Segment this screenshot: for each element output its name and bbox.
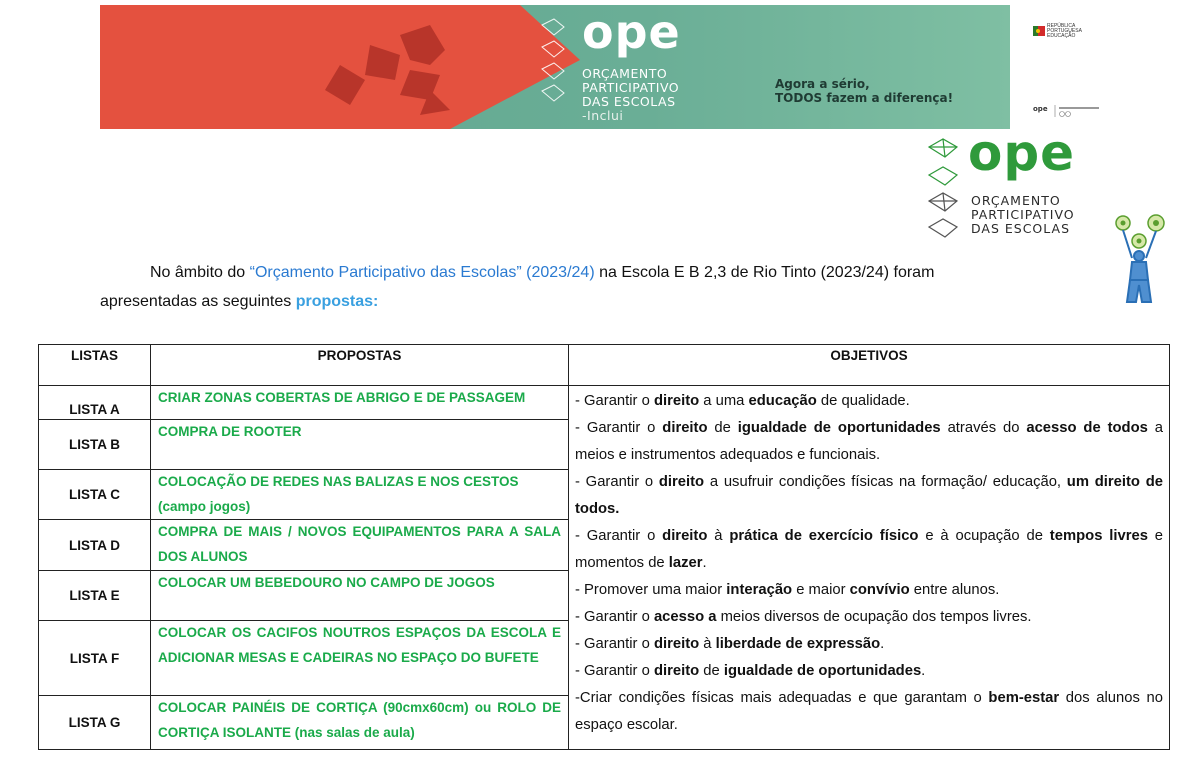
objetivo-emphasis: direito [662, 420, 708, 436]
ope-logo-subtitle [971, 194, 1075, 236]
objetivo-text: de [699, 663, 724, 679]
objetivo-emphasis: educação [748, 393, 817, 409]
proposta-note: (campo jogos) [158, 498, 251, 514]
banner-inclui: -Inclui [582, 108, 624, 123]
objetivo-item [575, 604, 1163, 631]
objetivos-list [575, 388, 1163, 739]
objetivo-text: - Promover uma maior [575, 582, 727, 598]
partner-logos-icon [1033, 104, 1103, 118]
objetivo-emphasis: interação [726, 582, 793, 598]
intro-text: No âmbito do [150, 264, 250, 281]
objetivo-emphasis: prática de exercício físico [729, 528, 919, 544]
objetivo-text: meios diversos de ocupação dos tempos livres. [716, 609, 1032, 625]
objetivo-emphasis: direito [662, 528, 708, 544]
objetivo-text: . [880, 636, 885, 652]
lista-cell: LISTA D [39, 520, 151, 571]
proposta-cell: COMPRA DE ROOTER [151, 420, 569, 470]
objetivo-text: a usufruir condições físicas na formação/ educação, [704, 474, 1067, 490]
header-banner [100, 5, 1010, 129]
objetivo-emphasis: direito [653, 636, 700, 652]
lista-cell: LISTA E [39, 571, 151, 621]
objetivo-emphasis: direito [658, 474, 705, 490]
lista-cell: LISTA F [39, 621, 151, 696]
lista-cell: LISTA A [39, 386, 151, 420]
proposta-cell: COLOCAR PAINÉIS DE CORTIÇA (90cmx60cm) ou ROLO DE CORTIÇA ISOLANTE (nas salas de aula) [151, 696, 569, 750]
objetivo-text: -Criar condições físicas mais adequadas e que garantam o [575, 690, 989, 706]
objetivo-emphasis: igualdade de oportunidades [723, 663, 922, 679]
gov-line: EDUCAÇÃO [1047, 33, 1076, 39]
logo-subtitle-line: ORÇAMENTO [971, 193, 1061, 208]
banner-subtitle [582, 67, 679, 123]
objetivo-text: e à ocupação de [918, 528, 1050, 544]
objetivo-item [575, 685, 1163, 739]
objetivo-item [575, 658, 1163, 685]
objetivo-emphasis: tempos livres [1049, 528, 1148, 544]
proposta-cell: COMPRA DE MAIS / NOVOS EQUIPAMENTOS PARA A SALA DOS ALUNOS [151, 520, 569, 571]
objetivo-text: de [707, 420, 738, 436]
objetivo-text: à [707, 528, 730, 544]
objetivo-text: - Garantir o [575, 636, 654, 652]
objetivo-item [575, 577, 1163, 604]
banner-slogan [775, 77, 953, 105]
lista-cell: LISTA C [39, 470, 151, 520]
ope-logo: ope [968, 124, 1076, 182]
objetivo-item [575, 469, 1163, 523]
lista-cell: LISTA G [39, 696, 151, 750]
lista-cell: LISTA B [39, 420, 151, 470]
objetivo-emphasis: um direito de todos. [575, 474, 1163, 517]
objetivo-emphasis: bem-estar [988, 690, 1060, 706]
objetivo-emphasis: direito [653, 393, 700, 409]
objetivo-text: . [921, 663, 926, 679]
objetivo-emphasis: igualdade de oportunidades [737, 420, 941, 436]
objetivo-emphasis: acesso de todos [1026, 420, 1148, 436]
objetivo-text: através do [940, 420, 1027, 436]
intro-program-name: “Orçamento Participativo das Escolas” (2023/24) [249, 264, 595, 281]
objetivo-emphasis: lazer [668, 555, 703, 571]
table-row [39, 386, 1170, 420]
red-flower-graphic [100, 5, 1010, 129]
proposals-table [38, 344, 1170, 750]
header-objetivos: OBJETIVOS [569, 345, 1170, 386]
objetivo-emphasis: direito [653, 663, 700, 679]
objetivo-item [575, 631, 1163, 658]
objetivo-emphasis: acesso a [653, 609, 717, 625]
gov-line: REPÚBLICA [1047, 23, 1076, 29]
objetivo-text: entre alunos. [909, 582, 1000, 598]
objetivo-text: - Garantir o [575, 528, 663, 544]
objetivo-text: a meios e instrumentos adequados e funcionais. [575, 420, 1164, 463]
slogan-line: TODOS fazem a diferença! [775, 91, 954, 105]
intro-text: apresentadas as seguintes [100, 293, 296, 310]
objetivo-text: a uma [699, 393, 749, 409]
objetivo-text: e momentos de [575, 528, 1164, 571]
objetivo-emphasis: liberdade de expressão [715, 636, 881, 652]
proposta-text: COLOCAÇÃO DE REDES NAS BALIZAS E NOS CESTOS [158, 474, 519, 489]
objetivo-item [575, 415, 1163, 469]
table-header-row [39, 345, 1170, 386]
ope-geometric-icon [925, 135, 965, 240]
objetivo-emphasis: convívio [849, 582, 910, 598]
intro-text: na Escola E B 2,3 de Rio Tinto (2023/24) foram [594, 264, 935, 281]
proposta-cell: COLOCAR UM BEBEDOURO NO CAMPO DE JOGOS [151, 571, 569, 621]
objetivos-cell [569, 386, 1170, 750]
objetivo-text: - Garantir o [575, 393, 654, 409]
objetivo-item [575, 388, 1163, 415]
banner-subtitle-line: PARTICIPATIVO [582, 80, 680, 95]
header-propostas: PROPOSTAS [151, 345, 569, 386]
objetivo-text: e maior [792, 582, 850, 598]
logo-subtitle-line: PARTICIPATIVO [971, 207, 1075, 222]
government-label [1047, 24, 1082, 39]
intro-proposals-label: propostas: [295, 293, 379, 310]
objetivo-item [575, 523, 1163, 577]
objetivo-text: . [702, 555, 707, 571]
proposta-cell [151, 470, 569, 520]
objetivo-text: - Garantir o [575, 663, 654, 679]
objetivo-text: - Garantir o [575, 420, 663, 436]
banner-subtitle-line: ORÇAMENTO [582, 66, 668, 81]
republic-flag-icon [1033, 26, 1045, 36]
header-listas: LISTAS [39, 345, 151, 386]
logo-subtitle-line: DAS ESCOLAS [971, 221, 1071, 236]
juggler-figure-icon [1112, 210, 1170, 305]
intro-paragraph [100, 258, 1100, 316]
banner-ope-logo: ope [582, 5, 681, 59]
objetivo-text: à [699, 636, 716, 652]
gov-line: PORTUGUESA [1047, 28, 1082, 34]
objetivo-text: - Garantir o [575, 609, 654, 625]
banner-subtitle-line: DAS ESCOLAS [582, 94, 676, 109]
slogan-line: Agora a sério, [775, 77, 870, 91]
svg-text:ope: ope [1033, 105, 1048, 113]
proposta-cell: COLOCAR OS CACIFOS NOUTROS ESPAÇOS DA ESCOLA E ADICIONAR MESAS E CADEIRAS NO ESPAÇO DO BUFETE [151, 621, 569, 696]
objetivo-text: de qualidade. [816, 393, 910, 409]
objetivo-text: dos alunos no espaço escolar. [575, 690, 1163, 733]
proposta-cell: CRIAR ZONAS COBERTAS DE ABRIGO E DE PASSAGEM [151, 386, 569, 420]
objetivo-text: - Garantir o [575, 474, 659, 490]
